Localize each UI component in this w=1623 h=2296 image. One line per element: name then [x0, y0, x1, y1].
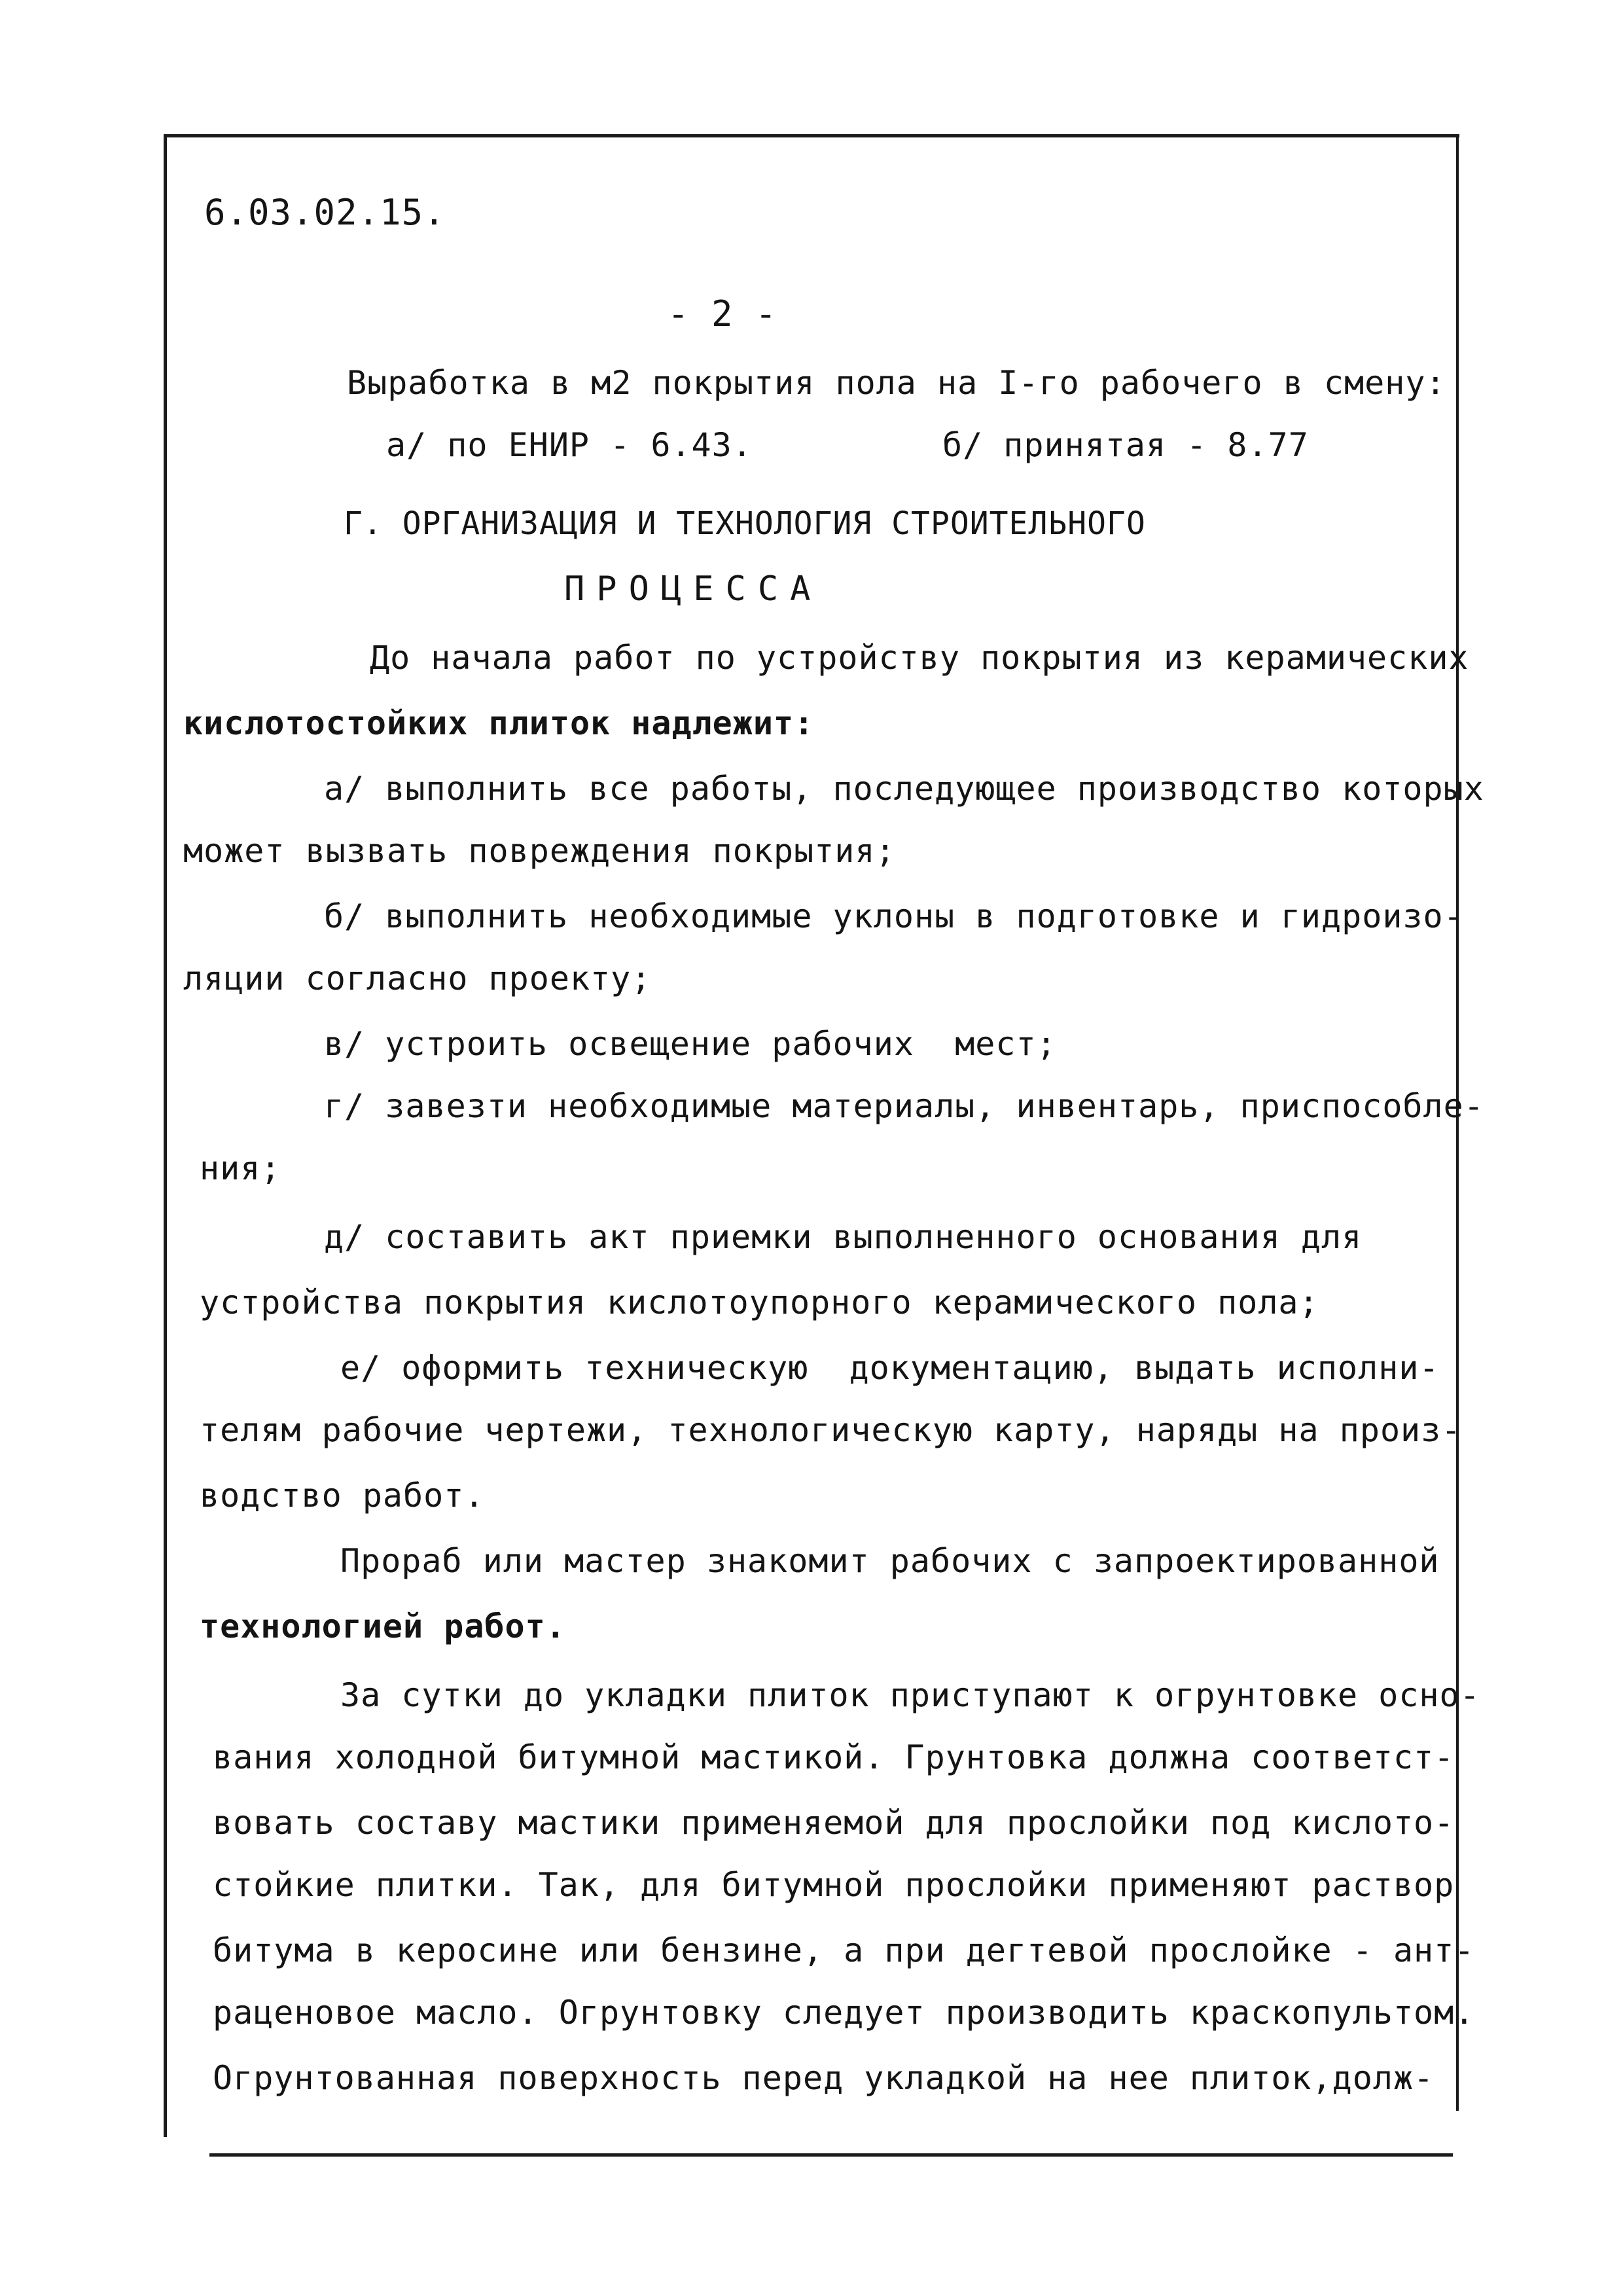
paragraph-line: Прораб или мастер знакомит рабочих с запроектированной: [340, 1542, 1440, 1580]
frame-left-line: [164, 134, 167, 2137]
paragraph-line: За сутки до укладки плиток приступают к огрунтовке осно-: [340, 1676, 1480, 1714]
paragraph-line: вания холодной битумной мастикой. Грунтовка должна соответст-: [213, 1738, 1455, 1776]
paragraph-line: раценовое масло. Огрунтовку следует производить краскопультом.: [213, 1994, 1475, 2032]
paragraph-line: Огрунтованная поверхность перед укладкой на нее плиток,долж-: [213, 2059, 1435, 2097]
item-b-line: б/ выполнить необходимые уклоны в подготовке и гидроизо-: [324, 897, 1464, 935]
item-e-line: водство работ.: [200, 1477, 485, 1515]
paragraph-line: битума в керосине или бензине, а при дегтевой прослойке - ант-: [213, 1931, 1475, 1969]
output-title: Выработка в м2 покрытия пола на I-го рабочего в смену:: [347, 364, 1446, 402]
frame-bottom-line: [209, 2153, 1453, 2157]
section-heading: Г. ОРГАНИЗАЦИЯ И ТЕХНОЛОГИЯ СТРОИТЕЛЬНОГО: [344, 505, 1146, 542]
item-d-line: д/ составить акт приемки выполненного основания для: [324, 1218, 1363, 1256]
output-accepted: б/ принятая - 8.77: [942, 426, 1309, 464]
frame-top-line: [164, 134, 1459, 137]
item-b-line: ляции согласно проекту;: [183, 960, 652, 997]
section-heading-process: ПРОЦЕССА: [564, 569, 823, 609]
paragraph-line: технологией работ.: [200, 1607, 566, 1645]
item-g-line: г/ завезти необходимые материалы, инвентарь, приспособле-: [324, 1087, 1484, 1125]
item-a-line: а/ выполнить все работы, последующее производство которых: [324, 770, 1484, 808]
item-g-line: ния;: [200, 1149, 281, 1187]
document-code: 6.03.02.15.: [204, 192, 446, 233]
item-a-line: может вызвать повреждения покрытия;: [183, 832, 896, 870]
page-number: - 2 -: [668, 293, 777, 334]
paragraph-line: вовать составу мастики применяемой для прослойки под кислото-: [213, 1804, 1455, 1842]
intro-line: До начала работ по устройству покрытия из керамических: [370, 639, 1469, 677]
output-by-enir: а/ по ЕНИР - 6.43.: [386, 426, 753, 464]
item-e-line: е/ оформить техническую документацию, выдать исполни-: [340, 1349, 1440, 1387]
intro-line: кислотостойких плиток надлежит:: [183, 704, 815, 742]
item-v-line: в/ устроить освещение рабочих мест;: [324, 1025, 1057, 1063]
item-e-line: телям рабочие чертежи, технологическую карту, наряды на произ-: [200, 1411, 1462, 1449]
paragraph-line: стойкие плитки. Так, для битумной прослойки применяют раствор: [213, 1866, 1455, 1904]
item-d-line: устройства покрытия кислотоупорного керамического пола;: [200, 1283, 1319, 1321]
